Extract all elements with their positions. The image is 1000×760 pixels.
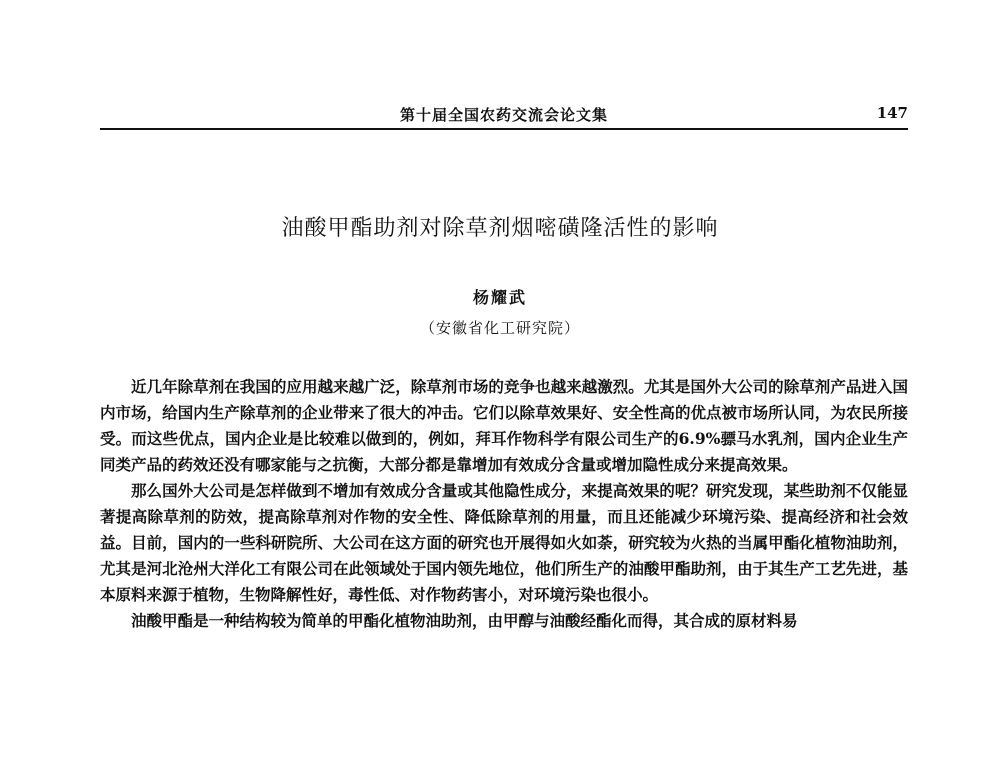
body-text (100, 374, 908, 634)
author-affiliation: （安徽省化工研究院） (419, 319, 580, 337)
page-number: 147 (876, 104, 908, 122)
running-header (100, 104, 908, 130)
paragraph: 油酸甲酯是一种结构较为简单的甲酯化植物油助剂，由甲醇与油酸经酯化而得，其合成的原材料易 (131, 611, 798, 630)
paragraph: 近几年除草剂在我国的应用越来越广泛，除草剂市场的竞争也越来越激烈。尤其是国外大公司的除草剂产品进入国内市场，给国内生产除草剂的企业带来了很大的冲击。它们以除草效果好、安全性高的优点被市场所认同，为农民所接受。而这些优点，国内企业是比较难以做到的，例如，拜耳作物科学有限公司生产的6.9%骠马水乳剂，国内企业生产同类产品的药效还没有哪家能与之抗衡，大部分都是靠增加有效成分含量或增加隐性成分来提高效果。 (100, 377, 908, 474)
journal-title: 第十届全国农药交流会论文集 (399, 106, 608, 124)
paper-title: 油酸甲酯助剂对除草剂烟嘧磺隆活性的影响 (281, 216, 719, 241)
author-name: 杨耀武 (472, 288, 527, 307)
paragraph: 那么国外大公司是怎样做到不增加有效成分含量或其他隐性成分，来提高效果的呢？研究发现，某些助剂不仅能显著提高除草剂的防效，提高除草剂对作物的安全性、降低除草剂的用量，而且还能减少环境污染、提高经济和社会效益。目前，国内的一些科研院所、大公司在这方面的研究也开展得如火如荼，研究较为火热的当属甲酯化植物油助剂，尤其是河北沧州大洋化工有限公司在此领域处于国内领先地位，他们所生产的油酸甲酯助剂，由于其生产工艺先进，基本原料来源于植物，生物降解性好，毒性低、对作物药害小，对环境污染也很小。 (100, 481, 908, 604)
